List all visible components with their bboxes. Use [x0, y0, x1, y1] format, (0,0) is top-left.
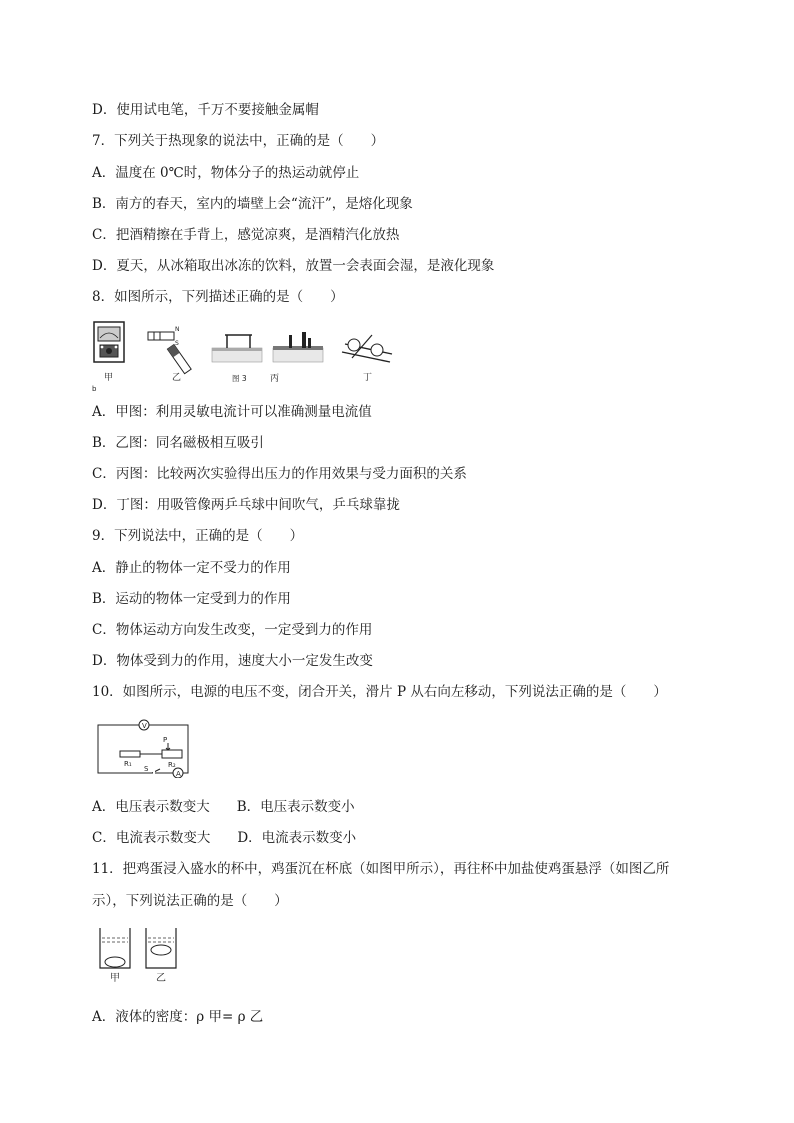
svg-text:N: N — [175, 326, 180, 333]
q7-option-b: B．南方的春天，室内的墙壁上会“流汗”，是熔化现象 — [92, 196, 413, 212]
voltmeter-label: V — [142, 722, 147, 730]
q8-option-b: B．乙图：同名磁极相互吸引 — [92, 435, 264, 451]
q7-stem: 7．下列关于热现象的说法中，正确的是（ ） — [92, 133, 385, 149]
r1-label: R₁ — [124, 760, 132, 768]
q11-option-a: A．液体的密度：ρ 甲= ρ 乙 — [92, 1009, 264, 1025]
q7-option-a: A．温度在 0℃时，物体分子的热运动就停止 — [92, 165, 360, 181]
corner-mark: b — [92, 385, 97, 393]
q10-options-ab: A．电压表示数变大 B．电压表示数变小 — [92, 799, 355, 815]
label-jia: 甲 — [110, 973, 120, 984]
pressure-experiment-drawing — [212, 332, 323, 362]
q8-option-a: A．甲图：利用灵敏电流计可以准确测量电流值 — [92, 404, 372, 420]
q9-stem: 9．下列说法中，正确的是（ ） — [92, 528, 304, 544]
magnets-drawing — [148, 326, 191, 374]
ping-pong-drawing — [342, 335, 392, 362]
q9-option-c: C．物体运动方向发生改变，一定受到力的作用 — [92, 622, 373, 638]
label-bing: 丙 — [270, 374, 280, 384]
slider-label: P — [163, 736, 168, 744]
q11-stem-line1: 11．把鸡蛋浸入盛水的杯中，鸡蛋沉在杯底（如图甲所示），再往杯中加盐使鸡蛋悬浮（如图乙所 — [92, 861, 670, 877]
q11-stem-line2: 示），下列说法正确的是（ ） — [92, 893, 288, 909]
label-yi: 乙 — [156, 973, 166, 984]
label-ding: 丁 — [363, 373, 373, 383]
q10-options-cd: C．电流表示数变大 D．电流表示数变小 — [92, 830, 357, 846]
switch-label: S — [144, 765, 149, 773]
galvanometer-drawing — [94, 322, 124, 362]
q8-stem: 8．如图所示，下列描述正确的是（ ） — [92, 289, 344, 305]
q10-circuit-figure — [94, 716, 194, 778]
q11-egg-figure — [96, 926, 186, 986]
q9-option-b: B．运动的物体一定受到力的作用 — [92, 591, 291, 607]
svg-text:S: S — [175, 340, 179, 347]
label-yi: 乙 — [172, 373, 182, 383]
q8-figure — [90, 318, 400, 394]
figure-caption: 图 3 — [232, 374, 247, 383]
label-jia: 甲 — [104, 373, 114, 383]
ammeter-label: A — [176, 770, 181, 778]
r2-label: R₂ — [168, 761, 176, 769]
q9-option-d: D．物体受到力的作用，速度大小一定发生改变 — [92, 653, 373, 669]
q9-option-a: A．静止的物体一定不受力的作用 — [92, 560, 291, 576]
q7-option-c: C．把酒精擦在手背上，感觉凉爽，是酒精汽化放热 — [92, 227, 400, 243]
q8-option-c: C．丙图：比较两次实验得出压力的作用效果与受力面积的关系 — [92, 466, 467, 482]
q8-option-d: D．丁图：用吸管像两乒乓球中间吹气，乒乓球靠拢 — [92, 497, 400, 513]
q7-option-d: D．夏天，从冰箱取出冰冻的饮料，放置一会表面会湿，是液化现象 — [92, 258, 495, 274]
q6-option-d: D．使用试电笔，千万不要接触金属帽 — [92, 102, 319, 118]
q10-stem: 10．如图所示，电源的电压不变，闭合开关，滑片 P 从右向左移动，下列说法正确的是（ ） — [92, 684, 667, 700]
